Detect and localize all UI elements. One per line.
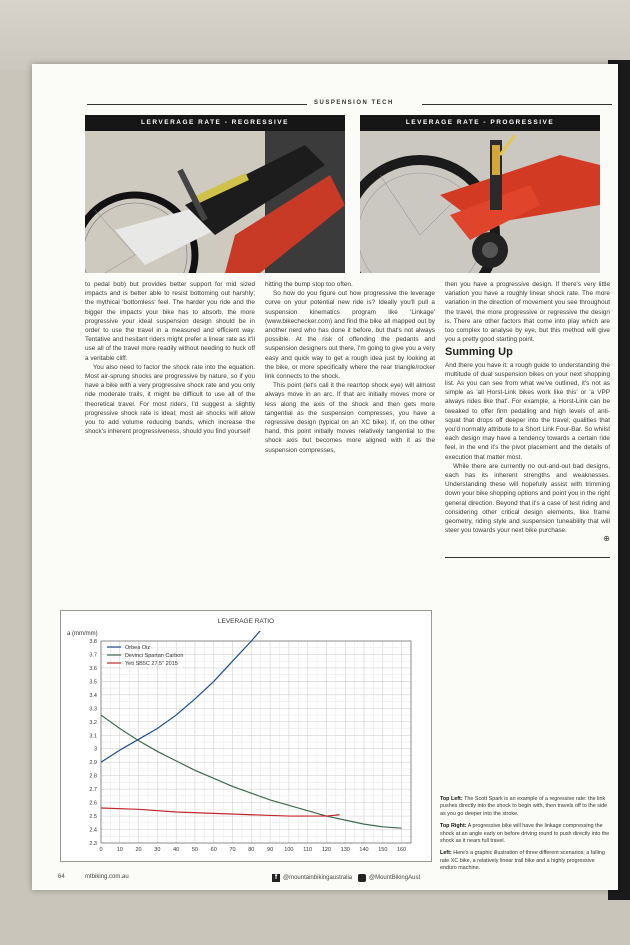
paragraph: And there you have it: a rough guide to understanding the multitude of dual suspension bikes on your next shopping list. As you can see from what we've outlined, it's not as simple as 'all Horst-Link bikes work like this' or 'a VPP always rides like that'. For example, a Horst-Link can be tweaked to offer firm pedalling and high levels of anti-squat that drops off deeper into the travel; qualities that you'd normally attribute to a Short Link Four-Bar. So whilst each design may have a tendency towards a certain ride feel, in the end it's the pivot placement and the details of execution that matter most. [445,361,610,461]
bike-photo-right [360,115,600,273]
x-tick-label: 160 [397,847,407,853]
x-tick-label: 70 [229,847,236,853]
photo-regressive [85,115,345,273]
y-tick-label: 3.2 [89,719,97,726]
y-tick-label: 3.3 [89,706,97,713]
legend-label: Yeti SB5C 27.5" 2015 [125,661,178,667]
y-tick-label: 3.1 [89,733,97,740]
photo-captions [440,796,610,873]
leverage-ratio-chart [60,610,432,862]
y-tick-label: 3.4 [89,692,97,699]
photo-left-caption: LERVERAGE RATE - REGRESSIVE [85,115,345,131]
y-tick-label: 2.3 [89,841,97,847]
caption-top-left: Top Left: The Scott Spark is an example of a regressive rate: the link pushes directly into the shock to begin with, then travels off to the side as you go deeper into the stroke. [440,796,608,817]
x-tick-label: 30 [154,847,161,853]
caption-top-right: Top Right: A progressive bike will have the linkage compressing the shock at an angle early on before driving round to push directly into the shock as it nears full travel. [440,823,610,845]
y-tick-label: 3.6 [89,665,97,672]
x-tick-label: 120 [321,847,332,853]
facebook-icon: f [272,874,280,882]
x-tick-label: 60 [210,847,217,853]
chart-canvas [61,611,431,861]
text-column-2 [265,280,435,455]
paragraph: This point (let's call it the rear/top shock eye) will almost always move in an arc. If that arc initially moves more or less along the axis of the shock and then gets more tangential as the suspension compresses, you have a regressive design (typical on an XC bike). If, on the other hand, this point initially moves relatively tangential to the shock axis but becomes more aligned with it as the suspension compresses, [265,382,435,454]
x-tick-label: 50 [191,847,199,853]
chart-y-axis-label: a (mm/mm) [67,631,98,637]
captions-divider [445,557,610,558]
x-tick-label: 90 [267,847,274,853]
photo-right-caption: LEVERAGE RATE - PROGRESSIVE [360,115,600,131]
bike-photo-left [85,115,345,273]
x-tick-label: 150 [378,847,388,853]
y-tick-label: 3.8 [89,639,97,645]
instagram-handle: @MountBikingAust [358,874,420,882]
background-top [0,0,630,70]
photo-progressive [360,115,600,273]
summing-up-heading: Summing Up [445,346,513,359]
paragraph: While there are currently no out-and-out bad designs, each has its inherent strengths and weaknesses. Understanding these will hopefully assist with trimming down your bike shopping options and point you in the right general direction. Beyond that it's a case of test riding and considering other critical design elements, like frame geometry, riding style and suspension tuneability that will steer you towards your next bike purchase. [445,462,610,535]
chart-title: LEVERAGE RATIO [217,618,275,625]
section-header: SUSPENSION TECH [314,100,394,106]
header-rule-left [87,104,307,105]
caption-left: Left: Here's a graphic illustration of three different scenarios; a falling rate XC bike, a relatively linear trail bike and a highly progressive enduro machine. [440,850,605,872]
x-tick-label: 80 [248,847,255,853]
y-tick-label: 3.5 [89,679,97,686]
header-rule-right [422,104,612,105]
y-tick-label: 2.4 [89,827,97,834]
x-tick-label: 140 [359,847,369,853]
paragraph: So how do you figure out how progressive the leverage curve on your potential new ride is? Ideally you'll pull a suspension kinematics program like 'Linkage' (www.bikechecker.com) and find the bike all mapped out by another nerd who has done it before, but that's not always possible. At the risk of offending the pedants and suspension designers out there, I'm going to give you a very easy and quick way to get a rough idea just by looking at the bike, or more specifically where the rear triangle/rocker link connects to the shock. [265,290,435,381]
x-tick-label: 110 [303,847,313,853]
paragraph: then you have a progressive design. If there's very little variation you have a roughly linear shock rate. The more variation in the direction of movement you see throughout the travel, the more progressive or regressive the design is. There are other factors that come into play which are too complex to analyse by eye, but this method will give you a pretty good starting point. [445,281,610,344]
y-tick-label: 2.8 [89,773,97,780]
x-tick-label: 0 [99,847,103,853]
x-tick-label: 20 [135,847,142,853]
x-tick-label: 10 [116,847,123,853]
paragraph: You also need to factor the shock rate into the equation. Most air-sprung shocks are progressive by nature, so if you have a bike with a very progressive shock rate and you only ride moderate trails, it might be difficult to use all of the theoretical travel. For most riders, I'd suggest a slightly progressive shock rate is ideal; most air shocks will allow you to add volume reducing bands, which increase the shock's inherent progressiveness, should you find yourself [85,363,255,436]
text-column-1 [85,280,255,436]
instagram-icon [358,874,366,882]
x-tick-label: 40 [173,847,180,853]
x-tick-label: 100 [284,847,294,853]
site-url: mtbiking.com.au [85,874,129,880]
legend-label: Orbea Oiz [125,645,151,651]
y-tick-label: 2.6 [89,800,97,807]
page-number: 64 [58,874,65,880]
text-column-3 [445,280,610,558]
y-tick-label: 2.7 [89,787,97,794]
y-tick-label: 2.5 [89,814,97,821]
facebook-handle: f @mountainbikingaustralia [272,874,352,882]
y-tick-label: 3 [93,746,97,753]
legend-label: Devinci Spartan Carbon [125,653,184,659]
paragraph: to pedal bob) but provides better support for mid sized impacts and is better able to resist bottoming out harshly; the mythical 'bottomless' feel. The harder you ride and the bigger the impacts your bike has to absorb, the more progressive your ideal suspension design should be in order to use the travel in a measured and efficient way. Tentative and hesitant riders might prefer a linear rate as it'll use all of the travel more readily without needing to huck off a veritable cliff. [85,281,255,362]
y-tick-label: 2.9 [89,760,97,767]
x-tick-label: 130 [340,847,350,853]
y-tick-label: 3.7 [89,652,97,659]
end-mark-icon: ⊕ [603,534,610,544]
paragraph: hitting the bump stop too often. [265,281,353,288]
